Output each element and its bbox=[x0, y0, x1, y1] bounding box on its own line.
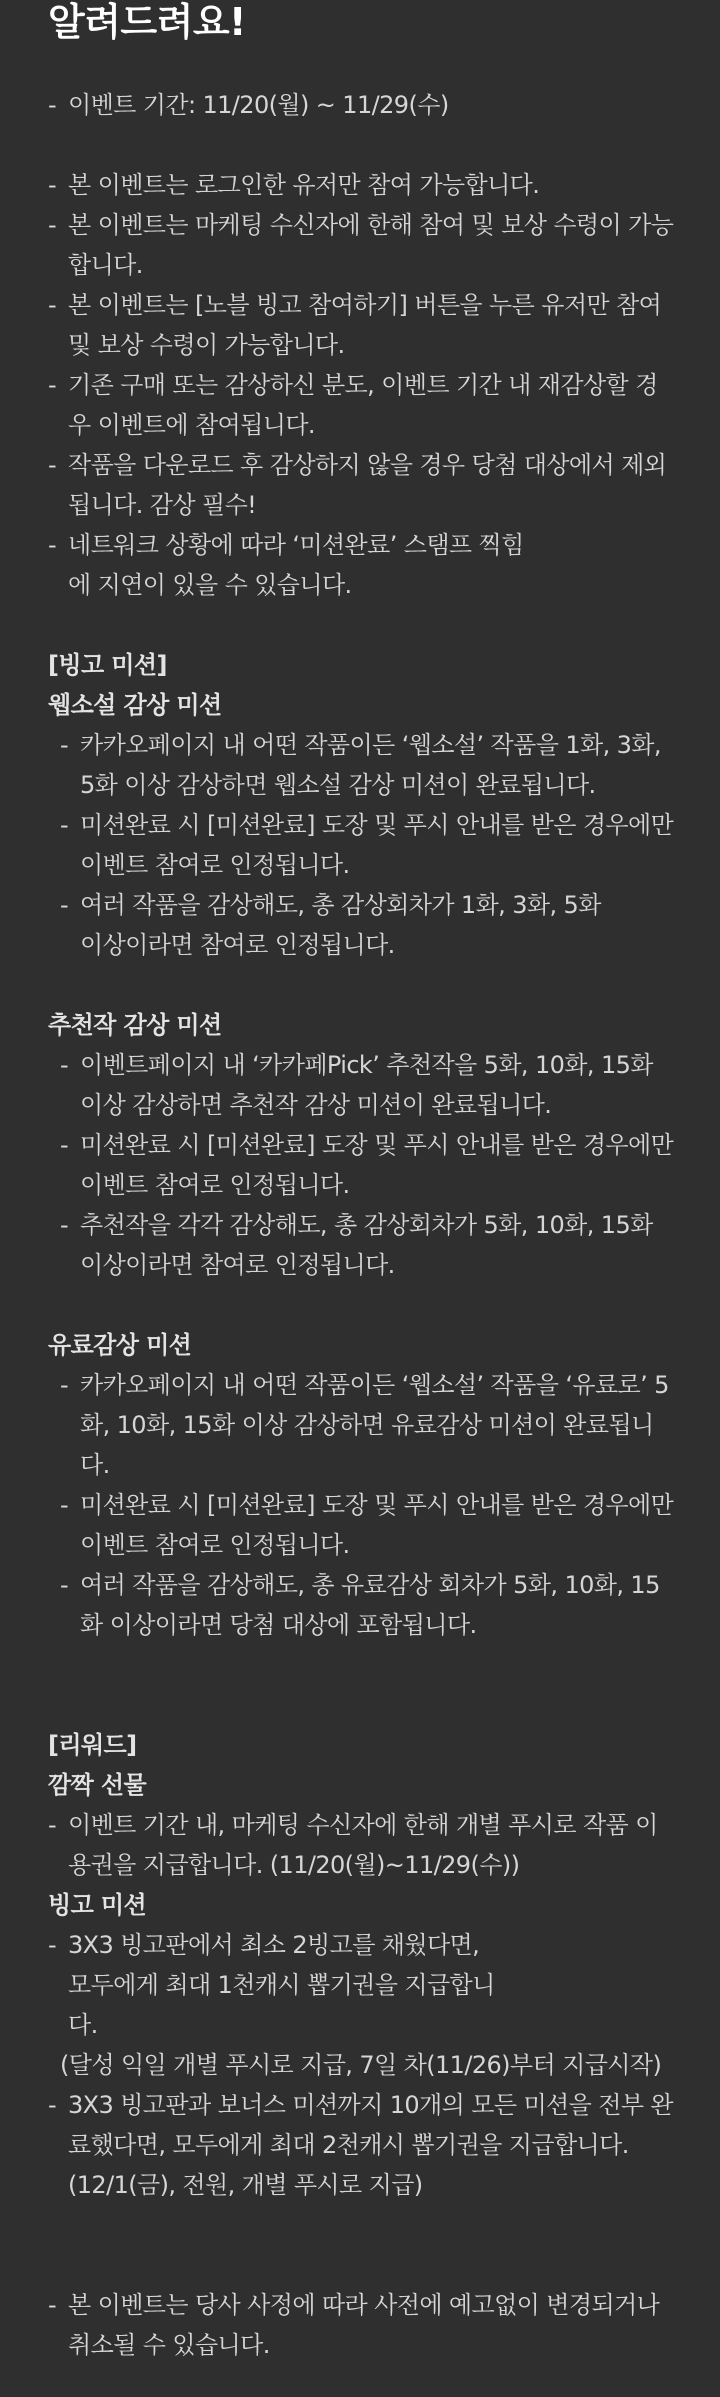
reward-note: (12/1(금), 전원, 개별 푸시로 지급) bbox=[68, 2171, 423, 2199]
list-item: - 카카오페이지 내 어떤 작품이든 ‘웹소설’ 작품을 1화, 3화, 5화 이상 감상하면 웹소설 감상 미션이 완료됩니다. bbox=[60, 731, 661, 799]
section-heading: 빙고 미션 bbox=[48, 1891, 147, 1919]
list-item: - 카카오페이지 내 어떤 작품이든 ‘웹소설’ 작품을 ‘유료로’ 5화, 10화, 15화 이상 감상하면 유료감상 미션이 완료됩니다. bbox=[60, 1371, 669, 1479]
section-heading: 깜짝 선물 bbox=[48, 1771, 147, 1799]
disclaimer: - 본 이벤트는 당사 사정에 따라 사전에 예고없이 변경되거나 취소될 수 있습니다. bbox=[48, 2291, 660, 2359]
rule-item: - 본 이벤트는 [노블 빙고 참여하기] 버튼을 누른 유저만 참여 및 보상 수령이 가능합니다. bbox=[48, 291, 662, 359]
bingo-mission-header: [빙고 미션] bbox=[48, 651, 167, 679]
page-title: 알려드려요! bbox=[48, 0, 246, 44]
list-item: - 여러 작품을 감상해도, 총 감상회차가 1화, 3화, 5화 이상이라면 참여로 인정됩니다. bbox=[60, 891, 601, 959]
rule-item: - 네트워크 상황에 따라 ‘미션완료’ 스탬프 찍힘에 지연이 있을 수 있습니다. bbox=[48, 531, 524, 599]
rules-list bbox=[48, 165, 676, 605]
section-heading: 추천작 감상 미션 bbox=[48, 1011, 222, 1039]
section-heading: 유료감상 미션 bbox=[48, 1331, 192, 1359]
list-item: - 미션완료 시 [미션완료] 도장 및 푸시 안내를 받은 경우에만 이벤트 참여로 인정됩니다. bbox=[60, 1491, 674, 1559]
event-period: - 이벤트 기간: 11/20(월) ~ 11/29(수) bbox=[48, 91, 449, 119]
rule-item: - 본 이벤트는 마케팅 수신자에 한해 참여 및 보상 수령이 가능합니다. bbox=[48, 211, 674, 279]
list-item: - 이벤트페이지 내 ‘카카페Pick’ 추천작을 5화, 10화, 15화 이상 감상하면 추천작 감상 미션이 완료됩니다. bbox=[60, 1051, 653, 1119]
list-item: - 3X3 빙고판에서 최소 2빙고를 채웠다면, 모두에게 최대 1천캐시 뽑기권을 지급합니다. bbox=[48, 1931, 495, 2039]
rule-item: - 기존 구매 또는 감상하신 분도, 이벤트 기간 내 재감상할 경우 이벤트에 참여됩니다. bbox=[48, 371, 658, 439]
list-item: - 추천작을 각각 감상해도, 총 감상회차가 5화, 10화, 15화 이상이라면 참여로 인정됩니다. bbox=[60, 1211, 653, 1279]
list-item: - 이벤트 기간 내, 마케팅 수신자에 한해 개별 푸시로 작품 이용권을 지급합니다. (11/20(월)~11/29(수)) bbox=[48, 1811, 658, 1879]
rule-item: - 작품을 다운로드 후 감상하지 않을 경우 당첨 대상에서 제외됩니다. 감상 필수! bbox=[48, 451, 667, 519]
list-item: - 미션완료 시 [미션완료] 도장 및 푸시 안내를 받은 경우에만 이벤트 참여로 인정됩니다. bbox=[60, 1131, 674, 1199]
reward-note: (달성 익일 개별 푸시로 지급, 7일 차(11/26)부터 지급시작) bbox=[60, 2051, 662, 2079]
notice-content bbox=[48, 85, 676, 2365]
list-item: - 여러 작품을 감상해도, 총 유료감상 회차가 5화, 10화, 15화 이상이라면 당첨 대상에 포함됩니다. bbox=[60, 1571, 660, 1639]
rule-item: - 본 이벤트는 로그인한 유저만 참여 가능합니다. bbox=[48, 171, 540, 199]
list-item: - 3X3 빙고판과 보너스 미션까지 10개의 모든 미션을 전부 완료했다면, 모두에게 최대 2천캐시 뽑기권을 지급합니다. bbox=[48, 2091, 674, 2159]
list-item: - 미션완료 시 [미션완료] 도장 및 푸시 안내를 받은 경우에만 이벤트 참여로 인정됩니다. bbox=[60, 811, 674, 879]
reward-header: [리워드] bbox=[48, 1731, 137, 1759]
section-heading: 웹소설 감상 미션 bbox=[48, 691, 222, 719]
